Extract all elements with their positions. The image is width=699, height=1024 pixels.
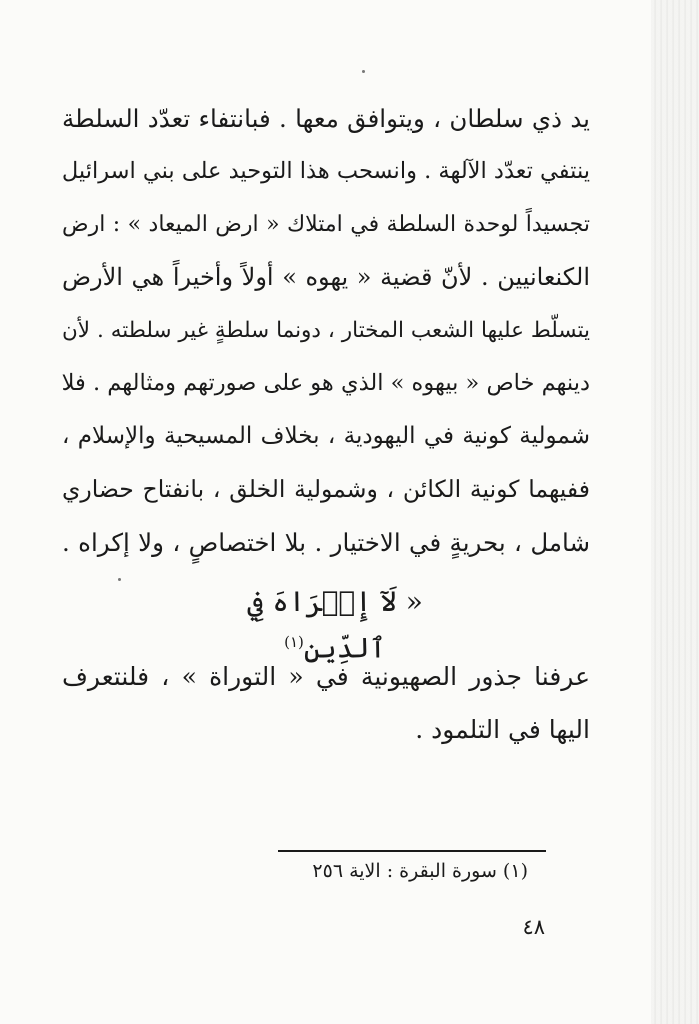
- footnote-marker: (١): [284, 633, 304, 651]
- print-speck: [118, 578, 121, 581]
- main-paragraph: [62, 92, 590, 569]
- paragraph-line: شمولية كونية في اليهودية ، بخلاف المسيحية والإسلام ،: [62, 423, 590, 449]
- paragraph-line: ففيهما كونية الكائن ، وشمولية الخلق ، بانفتاح حضاري: [62, 475, 590, 503]
- page-number: ٤٨: [522, 915, 545, 939]
- footnote: (١) سورة البقرة : الاية ٢٥٦: [312, 860, 528, 882]
- paragraph-line: عرفنا جذور الصهيونية في « التوراة » ، فلنتعرف: [62, 662, 590, 691]
- paragraph-line: دينهم خاص « بيهوه » الذي هو على صورتهم ومثالهم . فلا: [61, 370, 590, 396]
- paragraph-line: اليها في التلمود .: [415, 715, 590, 744]
- closing-paragraph: [62, 650, 590, 756]
- footnote-divider: [278, 850, 546, 852]
- paragraph-line: ينتفي تعدّد الآلهة . وانسحب هذا التوحيد على بني اسرائيل: [61, 158, 590, 184]
- paragraph-line: تجسيداً لوحدة السلطة في امتلاك « ارض الميعاد » : ارض: [62, 212, 590, 237]
- paragraph-line: شامل ، بحريةٍ في الاختيار . بلا اختصاصٍ ، ولا إكراه .: [62, 528, 590, 557]
- paragraph-line: يد ذي سلطان ، ويتوافق معها . فبانتفاء تعدّد السلطة: [62, 104, 590, 133]
- quran-verse-text: « لَآ إِكۡرَاهَ فِي ٱلدِّينِ: [247, 585, 423, 665]
- paragraph-line: يتسلّط عليها الشعب المختار ، دونما سلطةٍ غير سلطته . لأن: [62, 318, 590, 343]
- paragraph-line: الكنعانيين . لأنّ قضية « يهوه » أولاً وأخيراً هي الأرض: [62, 263, 590, 291]
- binding-edge: [651, 0, 699, 1024]
- print-speck: [362, 70, 365, 73]
